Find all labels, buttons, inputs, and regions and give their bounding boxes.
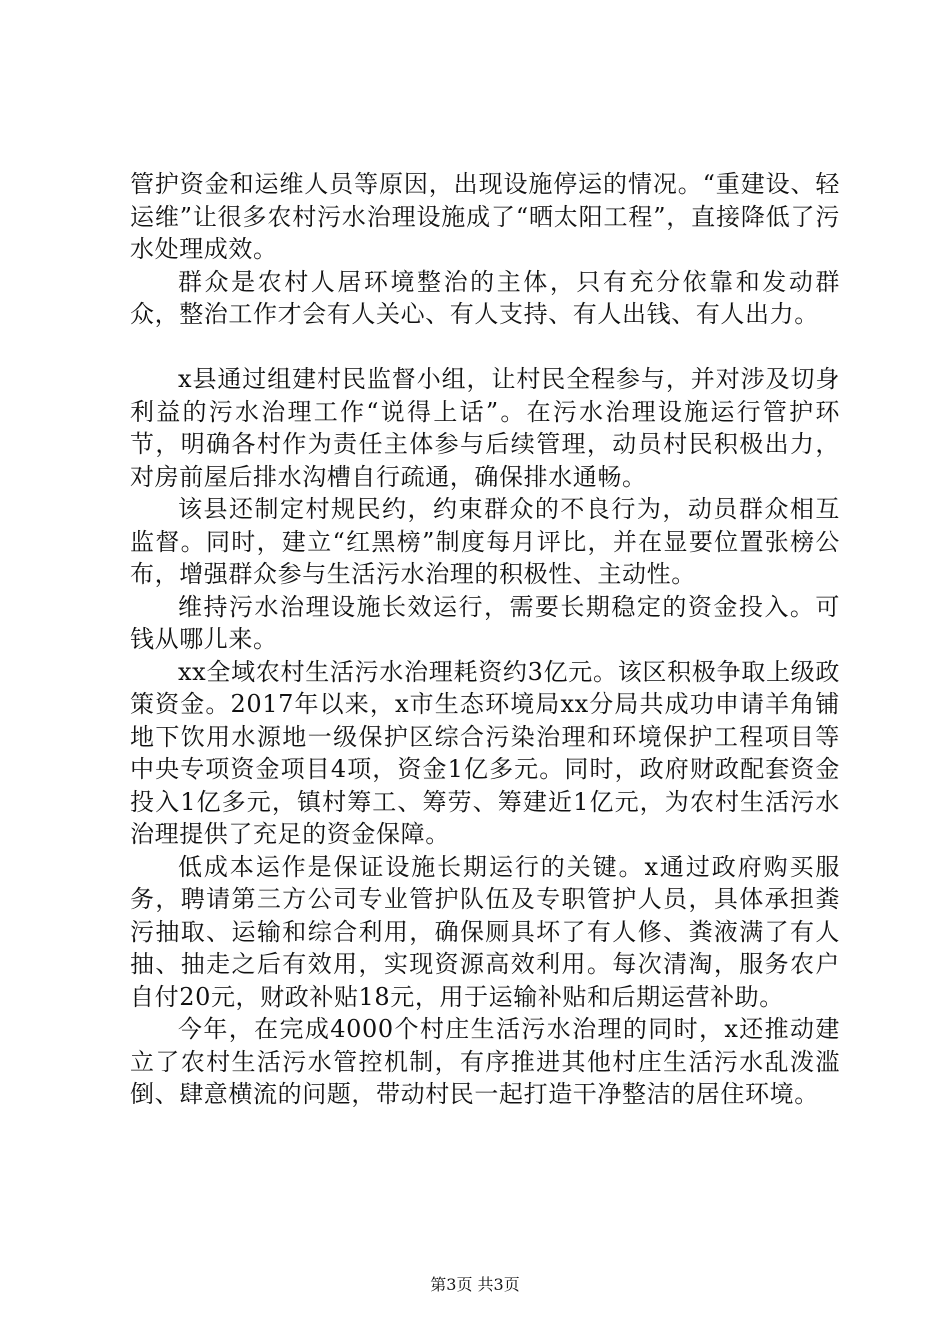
page-number-footer: 第3页 共3页 bbox=[430, 1275, 520, 1294]
paragraph-funding-sources: xx全域农村生活污水治理耗资约3亿元。该区积极争取上级政策资金。2017年以来，x市生态环境局xx分局共成功申请羊角铺地下饮用水源地一级保护区综合污染治理和环境保护工程项目等中央专项资金项目4项，资金1亿多元。同时，政府财政配套资金投入1亿多元，镇村筹工、筹劳、筹建近1亿元，为农村生活污水治理提供了充足的资金保障。 bbox=[130, 657, 840, 848]
blank-line bbox=[130, 331, 840, 364]
paragraph-village-rules: 该县还制定村规民约，约束群众的不良行为，动员群众相互监督。同时，建立“红黑榜”制度每月评比，并在显要位置张榜公布，增强群众参与生活污水治理的积极性、主动性。 bbox=[130, 495, 840, 588]
paragraph-control-mechanism: 今年，在完成4000个村庄生活污水治理的同时，x还推动建立了农村生活污水管控机制，有序推进其他村庄生活污水乱泼滥倒、肆意横流的问题，带动村民一起打造干净整洁的居住环境。 bbox=[130, 1015, 840, 1108]
paragraph-continuation: 管护资金和运维人员等原因，出现设施停运的情况。“重建设、轻运维”让很多农村污水治理设施成了“晒太阳工程”，直接降低了污水处理成效。 bbox=[130, 170, 840, 263]
document-body bbox=[130, 168, 840, 1111]
paragraph-masses-subject: 群众是农村人居环境整治的主体，只有充分依靠和发动群众，整治工作才会有人关心、有人支持、有人出钱、有人出力。 bbox=[130, 267, 840, 328]
paragraph-low-cost-operation: 低成本运作是保证设施长期运行的关键。x通过政府购买服务，聘请第三方公司专业管护队伍及专职管护人员，具体承担粪污抽取、运输和综合利用，确保厕具坏了有人修、粪液满了有人抽、抽走之后有效用，实现资源高效利用。每次清淘，服务农户自付20元，财政补贴18元，用于运输补贴和后期运营补助。 bbox=[130, 852, 840, 1011]
paragraph-supervision-group: x县通过组建村民监督小组，让村民全程参与，并对涉及切身利益的污水治理工作“说得上话”。在污水治理设施运行管护环节，明确各村作为责任主体参与后续管理，动员村民积极出力，对房前屋后排水沟槽自行疏通，确保排水通畅。 bbox=[130, 365, 840, 491]
paragraph-funding-question: 维持污水治理设施长效运行，需要长期稳定的资金投入。可钱从哪儿来。 bbox=[130, 592, 840, 653]
